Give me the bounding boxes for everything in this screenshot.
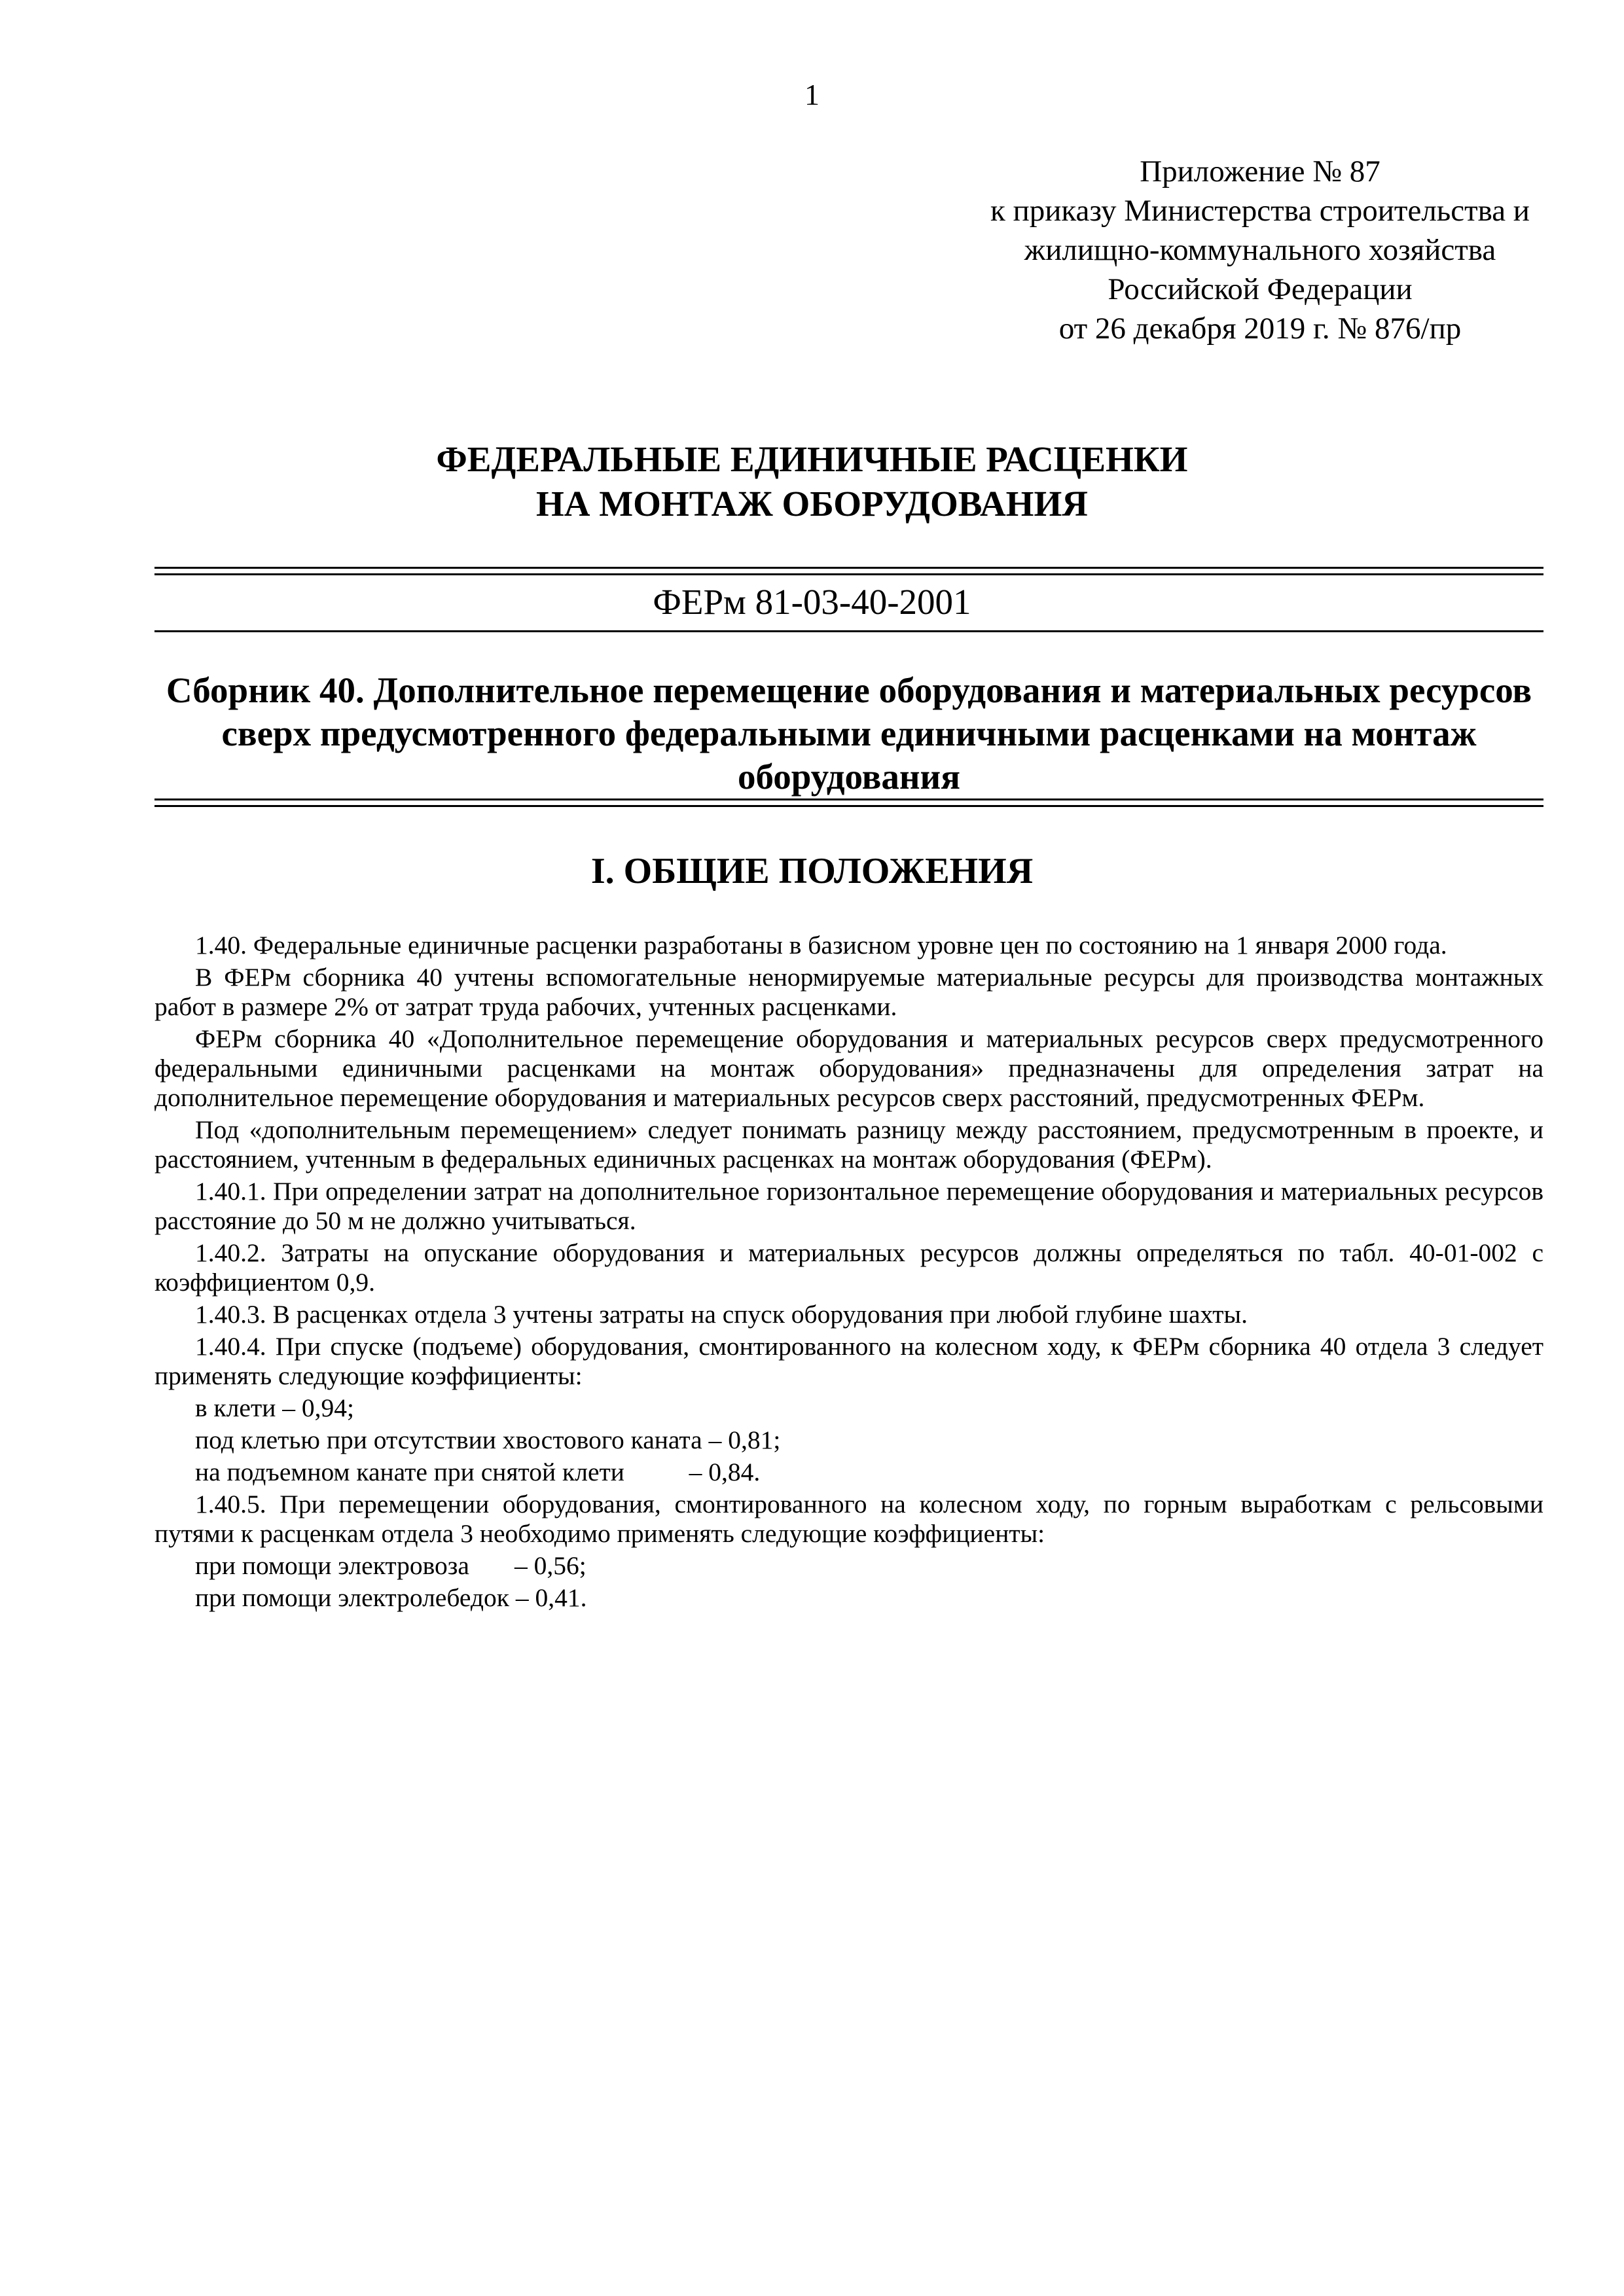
paragraph: В ФЕРм сборника 40 учтены вспомогательные ненормируемые материальные ресурсы для производства монтажных работ в размере 2% от затрат труда рабочих, учтенных расценками. bbox=[154, 963, 1543, 1021]
document-title bbox=[0, 437, 1624, 526]
paragraph: 1.40.1. При определении затрат на дополнительное горизонтальное перемещение оборудования и материальных ресурсов расстояние до 50 м не должно учитываться. bbox=[154, 1177, 1543, 1235]
paragraph: 1.40. Федеральные единичные расценки разработаны в базисном уровне цен по состоянию на 1 января 2000 года. bbox=[195, 931, 1447, 960]
title-line: ФЕДЕРАЛЬНЫЕ ЕДИНИЧНЫЕ РАСЦЕНКИ bbox=[436, 439, 1188, 479]
page-number: 1 bbox=[804, 78, 820, 111]
paragraph: Под «дополнительным перемещением» следует понимать разницу между расстоянием, предусмотренным в проекте, и расстоянием, учтенным в федеральных единичных расценках на монтаж оборудования (ФЕРм). bbox=[154, 1115, 1543, 1174]
double-rule-top bbox=[154, 567, 1543, 569]
appendix-header bbox=[877, 152, 1624, 348]
double-rule-bottom bbox=[154, 805, 1543, 807]
paragraph: 1.40.3. В расценках отдела 3 учтены затраты на спуск оборудования при любой глубине шахты. bbox=[195, 1300, 1248, 1329]
paragraph: 1.40.2. Затраты на опускание оборудования и материальных ресурсов должны определяться по табл. 40-01-002 с коэффициентом 0,9. bbox=[154, 1238, 1543, 1297]
single-rule bbox=[154, 630, 1543, 632]
double-rule-top bbox=[154, 798, 1543, 800]
appendix-line: жилищно-коммунального хозяйства bbox=[1024, 233, 1496, 267]
paragraph: 1.40.5. При перемещении оборудования, смонтированного на колесном ходу, по горным выработкам с рельсовыми путями к расценкам отдела 3 необходимо применять следующие коэффициенты: bbox=[154, 1490, 1543, 1548]
appendix-line: Приложение № 87 bbox=[1140, 154, 1380, 188]
paragraph: 1.40.4. При спуске (подъеме) оборудования, смонтированного на колесном ходу, к ФЕРм сборника 40 отдела 3 следует применять следующие коэффициенты: bbox=[154, 1332, 1543, 1390]
appendix-line: Российской Федерации bbox=[1108, 272, 1413, 306]
document-code: ФЕРм 81-03-40-2001 bbox=[653, 582, 971, 622]
coefficient-line: при помощи электровоза – 0,56; bbox=[195, 1551, 586, 1580]
collection-title: Сборник 40. Дополнительное перемещение оборудования и материальных ресурсов сверх предусмотренного федеральными единичными расценками на монтаж оборудования bbox=[166, 670, 1532, 797]
paragraph: ФЕРм сборника 40 «Дополнительное перемещение оборудования и материальных ресурсов сверх предусмотренного федеральными единичными расценками на монтаж оборудования» предназначены для определения затрат на дополнительное перемещение оборудования и материальных ресурсов сверх расстояний, предусмотренных ФЕРм. bbox=[154, 1024, 1543, 1112]
coefficient-line: под клетью при отсутствии хвостового каната – 0,81; bbox=[195, 1426, 781, 1454]
coefficient-line: на подъемном канате при снятой клети – 0,84. bbox=[195, 1458, 761, 1486]
section-title: I. ОБЩИЕ ПОЛОЖЕНИЯ bbox=[590, 851, 1034, 891]
body-text bbox=[154, 931, 1543, 1615]
double-rule-bottom bbox=[154, 573, 1543, 575]
appendix-line: к приказу Министерства строительства и bbox=[990, 194, 1530, 228]
appendix-line: от 26 декабря 2019 г. № 876/пр bbox=[1058, 312, 1462, 346]
coefficient-line: в клети – 0,94; bbox=[195, 1393, 354, 1422]
title-line: НА МОНТАЖ ОБОРУДОВАНИЯ bbox=[536, 484, 1088, 524]
coefficient-line: при помощи электролебедок – 0,41. bbox=[195, 1583, 587, 1612]
